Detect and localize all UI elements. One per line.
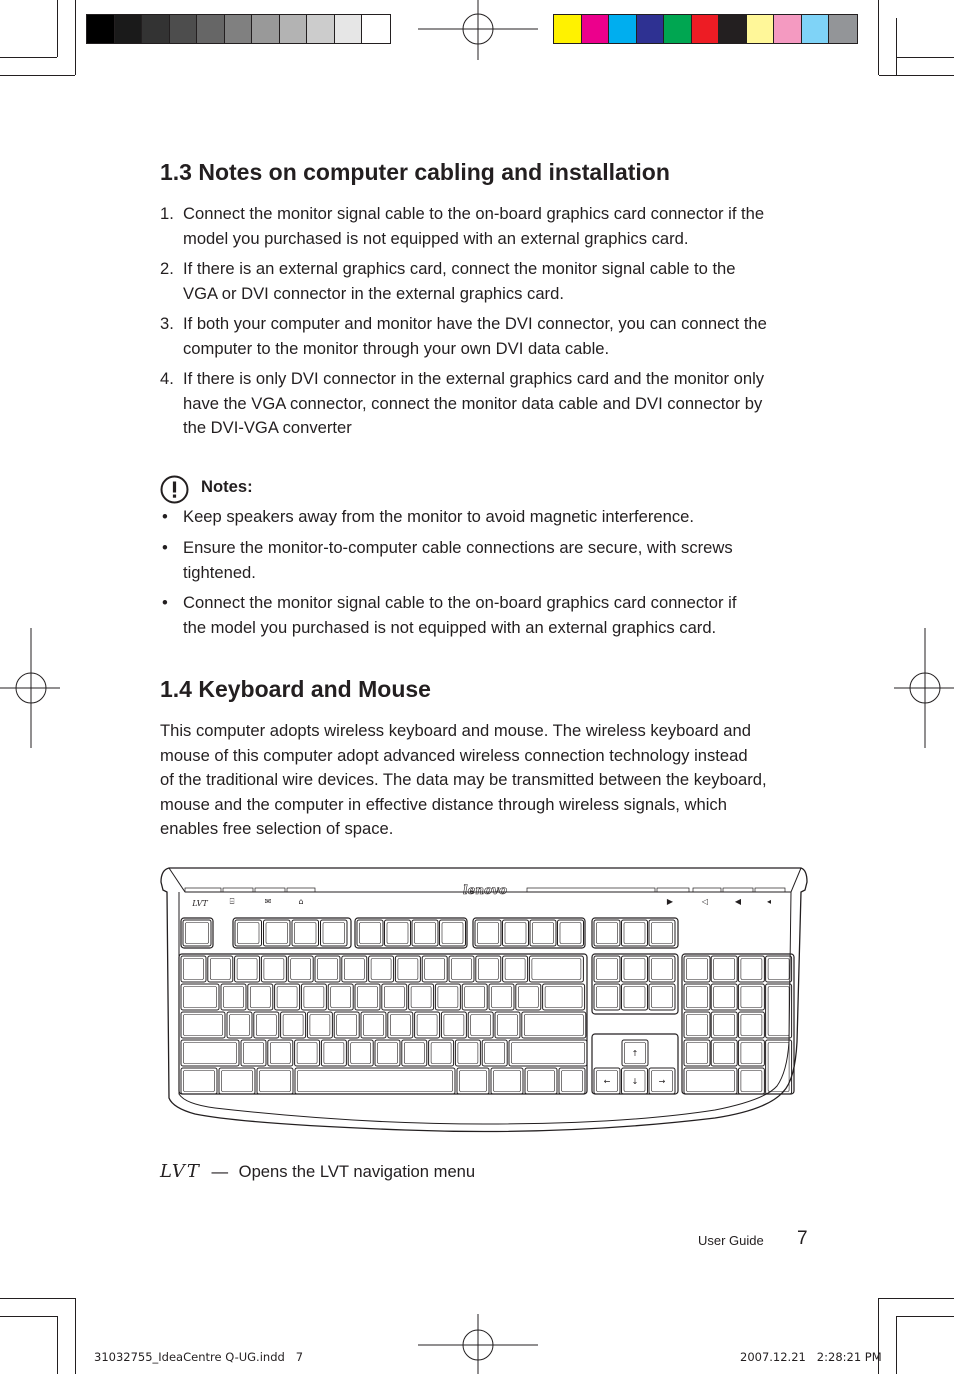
gray-swatch	[197, 15, 225, 43]
list-text: Connect the monitor signal cable to the on-board graphics card connector if the	[183, 204, 765, 223]
keyboard-key	[321, 920, 348, 946]
keyboard-key	[307, 1012, 332, 1038]
list-text-continued: computer to the monitor through your own DVI data cable.	[183, 338, 610, 358]
keyboard-key	[558, 920, 584, 946]
keyboard-key	[468, 1012, 493, 1038]
page-number: 7	[797, 1228, 808, 1249]
keyboard-key	[264, 920, 291, 946]
slug-filename: 31032755_IdeaCentre Q-UG.indd 7	[94, 1350, 304, 1364]
lvt-dash: —	[211, 1162, 229, 1181]
note-text: Ensure the monitor-to-computer cable connections are secure, with screws	[183, 538, 733, 557]
keyboard-key	[328, 984, 353, 1010]
main-key-block	[179, 954, 587, 1094]
keyboard-key	[334, 1012, 359, 1038]
keyboard-key	[449, 956, 474, 982]
gray-swatch	[335, 15, 363, 43]
keyboard-key	[208, 956, 233, 982]
process-swatch	[774, 15, 802, 43]
backslash-key	[543, 984, 585, 1010]
keyboard-key	[462, 984, 487, 1010]
list-number: 3.	[160, 314, 174, 333]
list-text: If both your computer and monitor have the DVI connector, you can connect the	[183, 314, 767, 333]
keyboard-key	[388, 1012, 413, 1038]
lvt-caption	[160, 1161, 475, 1182]
cabling-list-item	[160, 202, 816, 251]
arrow-down-icon: ↓	[631, 1077, 639, 1086]
keyboard-key	[342, 956, 367, 982]
keyboard-key	[622, 956, 648, 982]
keyboard-key	[475, 920, 501, 946]
keyboard-key	[275, 984, 300, 1010]
keyboard-key	[559, 1068, 585, 1094]
keyboard-key	[235, 920, 262, 946]
keyboard-key	[489, 984, 514, 1010]
keyboard-key	[684, 1040, 710, 1066]
arrow-right-icon: →	[658, 1077, 666, 1086]
warning-icon	[160, 475, 189, 504]
volume-down-icon: ◁	[701, 897, 709, 906]
keyboard-key	[738, 1040, 764, 1066]
keyboard-key	[248, 984, 273, 1010]
media-key-slot	[723, 888, 753, 892]
paragraph-line: This computer adopts wireless keyboard and mouse. The wireless keyboard and	[160, 721, 751, 740]
keyboard-brand-logo: lenovo	[463, 883, 507, 897]
lvt-symbol: LVT	[160, 1161, 201, 1182]
list-text-continued: model you purchased is not equipped with an external graphics card.	[183, 228, 689, 248]
keyboard-key	[292, 920, 319, 946]
keyboard-key	[711, 956, 737, 982]
media-key-slot	[657, 888, 689, 892]
paragraph-line: mouse and the computer in effective distance through wireless signals, which	[160, 794, 727, 814]
volume-up-icon: ◀	[734, 897, 742, 906]
keyboard-key	[440, 920, 466, 946]
paragraph-line: of the traditional wire devices. The data may be transmitted between the keyboard,	[160, 770, 767, 790]
keyboard-key	[415, 1012, 440, 1038]
cabling-list-item	[160, 257, 816, 306]
process-swatch	[554, 15, 582, 43]
arrow-left-icon: ←	[603, 1077, 611, 1086]
right-alt-key	[457, 1068, 489, 1094]
process-swatch	[829, 15, 857, 43]
media-key-slot	[693, 888, 721, 892]
process-swatch	[664, 15, 692, 43]
keyboard-key	[476, 956, 501, 982]
process-swatch	[719, 15, 747, 43]
list-text: If there is only DVI connector in the external graphics card and the monitor only	[183, 369, 765, 388]
menu-key	[491, 1068, 523, 1094]
media-key-slot	[255, 888, 285, 892]
keyboard-key	[684, 956, 710, 982]
mute-icon: ◂	[766, 897, 772, 906]
spacebar-key	[295, 1068, 455, 1094]
keyboard-key	[261, 956, 286, 982]
left-alt-key	[257, 1068, 293, 1094]
bullet-icon: •	[162, 593, 168, 612]
keyboard-key	[622, 984, 648, 1010]
list-text-continued: have the VGA connector, connect the monitor data cable and DVI connector by	[183, 393, 763, 413]
keyboard-illustration	[155, 862, 815, 1142]
arrow-up-icon: ↑	[631, 1049, 639, 1058]
keyboard-lvt-key-label: LVT	[192, 899, 208, 908]
keyboard-key	[649, 920, 675, 946]
bullet-icon: •	[162, 507, 168, 526]
process-swatch	[802, 15, 830, 43]
keyboard-key	[435, 984, 460, 1010]
right-shift-key	[509, 1040, 587, 1066]
gray-swatch	[142, 15, 170, 43]
keyboard-key	[738, 956, 764, 982]
list-number: 1.	[160, 204, 174, 223]
note-bullet-item	[160, 591, 820, 640]
keyboard-key	[361, 1012, 386, 1038]
keyboard-key	[227, 1012, 252, 1038]
keyboard-key	[315, 956, 340, 982]
keyboard-key	[395, 956, 420, 982]
keyboard-key	[254, 1012, 279, 1038]
left-shift-key	[181, 1040, 239, 1066]
gray-swatch	[362, 15, 390, 43]
registration-mark-bottom	[418, 1314, 538, 1374]
list-text: If there is an external graphics card, connect the monitor signal cable to the	[183, 259, 736, 278]
keyboard-key	[301, 984, 326, 1010]
keyboard-key	[369, 956, 394, 982]
windows-key	[219, 1068, 255, 1094]
keyboard-key	[503, 920, 529, 946]
keyboard-paragraph	[160, 719, 820, 842]
process-swatch	[692, 15, 720, 43]
keyboard-key	[321, 1040, 346, 1066]
paragraph-line: enables free selection of space.	[160, 819, 394, 839]
list-text-continued: VGA or DVI connector in the external graphics card.	[183, 283, 564, 303]
keyboard-key	[594, 956, 620, 982]
registration-mark-top	[418, 0, 538, 60]
left-ctrl-key	[181, 1068, 217, 1094]
keyboard-key	[412, 920, 438, 946]
keyboard-key	[181, 956, 206, 982]
note-text: the model you purchased is not equipped with an external graphics card.	[183, 617, 717, 637]
registration-mark-right	[894, 628, 954, 748]
keyboard-key	[530, 920, 556, 946]
process-swatch	[747, 15, 775, 43]
section-title-cabling: 1.3 Notes on computer cabling and installation	[160, 159, 670, 185]
numpad-plus-key	[766, 984, 792, 1038]
keyboard-key	[711, 1040, 737, 1066]
keyboard-key	[281, 1012, 306, 1038]
keyboard-key	[482, 1040, 507, 1066]
keyboard-key	[594, 920, 620, 946]
keyboard-key	[375, 1040, 400, 1066]
media-icon: ⌹	[229, 897, 235, 906]
cabling-list-item	[160, 312, 816, 361]
keyboard-key	[295, 1040, 320, 1066]
notes-title: Notes:	[201, 477, 253, 496]
section-title-keyboard: 1.4 Keyboard and Mouse	[160, 676, 431, 702]
right-ctrl-key	[525, 1068, 557, 1094]
enter-key	[522, 1012, 586, 1038]
keyboard-key	[235, 956, 260, 982]
keyboard-key	[684, 1012, 710, 1038]
keyboard-key	[357, 920, 383, 946]
keyboard-key	[441, 1012, 466, 1038]
media-key-slot	[185, 888, 221, 892]
numpad-zero-key	[684, 1068, 737, 1094]
keyboard-key	[503, 956, 528, 982]
gray-swatch	[307, 15, 335, 43]
media-key-slot	[223, 888, 253, 892]
paragraph-line: mouse of this computer adopt advanced wireless connection technology instead	[160, 745, 748, 765]
keyboard-key	[495, 1012, 520, 1038]
lvt-caption-text: Opens the LVT navigation menu	[238, 1162, 476, 1181]
gray-swatch	[170, 15, 198, 43]
process-swatch	[637, 15, 665, 43]
mail-icon: ✉	[264, 897, 272, 906]
keyboard-key	[268, 1040, 293, 1066]
keyboard-key	[649, 956, 675, 982]
keyboard-key	[288, 956, 313, 982]
list-text-continued: the DVI-VGA converter	[183, 418, 352, 438]
keyboard-key	[594, 984, 620, 1010]
keyboard-key	[409, 984, 434, 1010]
keyboard-key	[711, 1012, 737, 1038]
keyboard-key	[402, 1040, 427, 1066]
keyboard-key	[355, 984, 380, 1010]
caps-lock-key	[181, 1012, 225, 1038]
gray-swatch	[252, 15, 280, 43]
tab-key	[181, 984, 219, 1010]
cabling-list-item	[160, 367, 816, 441]
gray-swatch	[225, 15, 253, 43]
gray-color-bar	[86, 14, 391, 44]
bullet-icon: •	[162, 538, 168, 557]
process-swatch	[582, 15, 610, 43]
media-key-slot	[527, 888, 655, 892]
keyboard-key	[455, 1040, 480, 1066]
keyboard-key	[622, 920, 648, 946]
note-bullet-item	[160, 505, 820, 530]
media-key-slot	[287, 888, 315, 892]
gray-swatch	[280, 15, 308, 43]
keyboard-key	[348, 1040, 373, 1066]
keyboard-key	[516, 984, 541, 1010]
keyboard-body-inner	[179, 892, 791, 1124]
keyboard-key	[429, 1040, 454, 1066]
backspace-key	[529, 956, 583, 982]
list-number: 4.	[160, 369, 174, 388]
note-text: Connect the monitor signal cable to the on-board graphics card connector if	[183, 593, 737, 612]
media-key-slot	[755, 888, 785, 892]
play-pause-icon: ▶	[666, 897, 674, 906]
keyboard-key	[711, 984, 737, 1010]
keyboard-key	[738, 1012, 764, 1038]
note-text: tightened.	[183, 562, 256, 582]
keyboard-key	[385, 920, 411, 946]
gray-swatch	[115, 15, 143, 43]
keyboard-key	[649, 984, 675, 1010]
gray-swatch	[87, 15, 115, 43]
keyboard-key	[684, 984, 710, 1010]
keyboard-key	[241, 1040, 266, 1066]
keyboard-key	[766, 956, 792, 982]
process-swatch	[609, 15, 637, 43]
footer-label: User Guide	[698, 1233, 764, 1248]
keyboard-key	[738, 1068, 764, 1094]
keyboard-key	[221, 984, 246, 1010]
note-text: Keep speakers away from the monitor to avoid magnetic interference.	[183, 507, 694, 526]
keyboard-key	[738, 984, 764, 1010]
home-icon: ⌂	[298, 897, 304, 906]
registration-mark-left	[0, 628, 60, 748]
process-color-bar	[553, 14, 858, 44]
slug-timestamp: 2007.12.21 2:28:21 PM	[740, 1350, 882, 1364]
keyboard-key	[382, 984, 407, 1010]
keyboard-key	[183, 920, 211, 946]
keyboard-key	[422, 956, 447, 982]
note-bullet-item	[160, 536, 820, 585]
list-number: 2.	[160, 259, 174, 278]
